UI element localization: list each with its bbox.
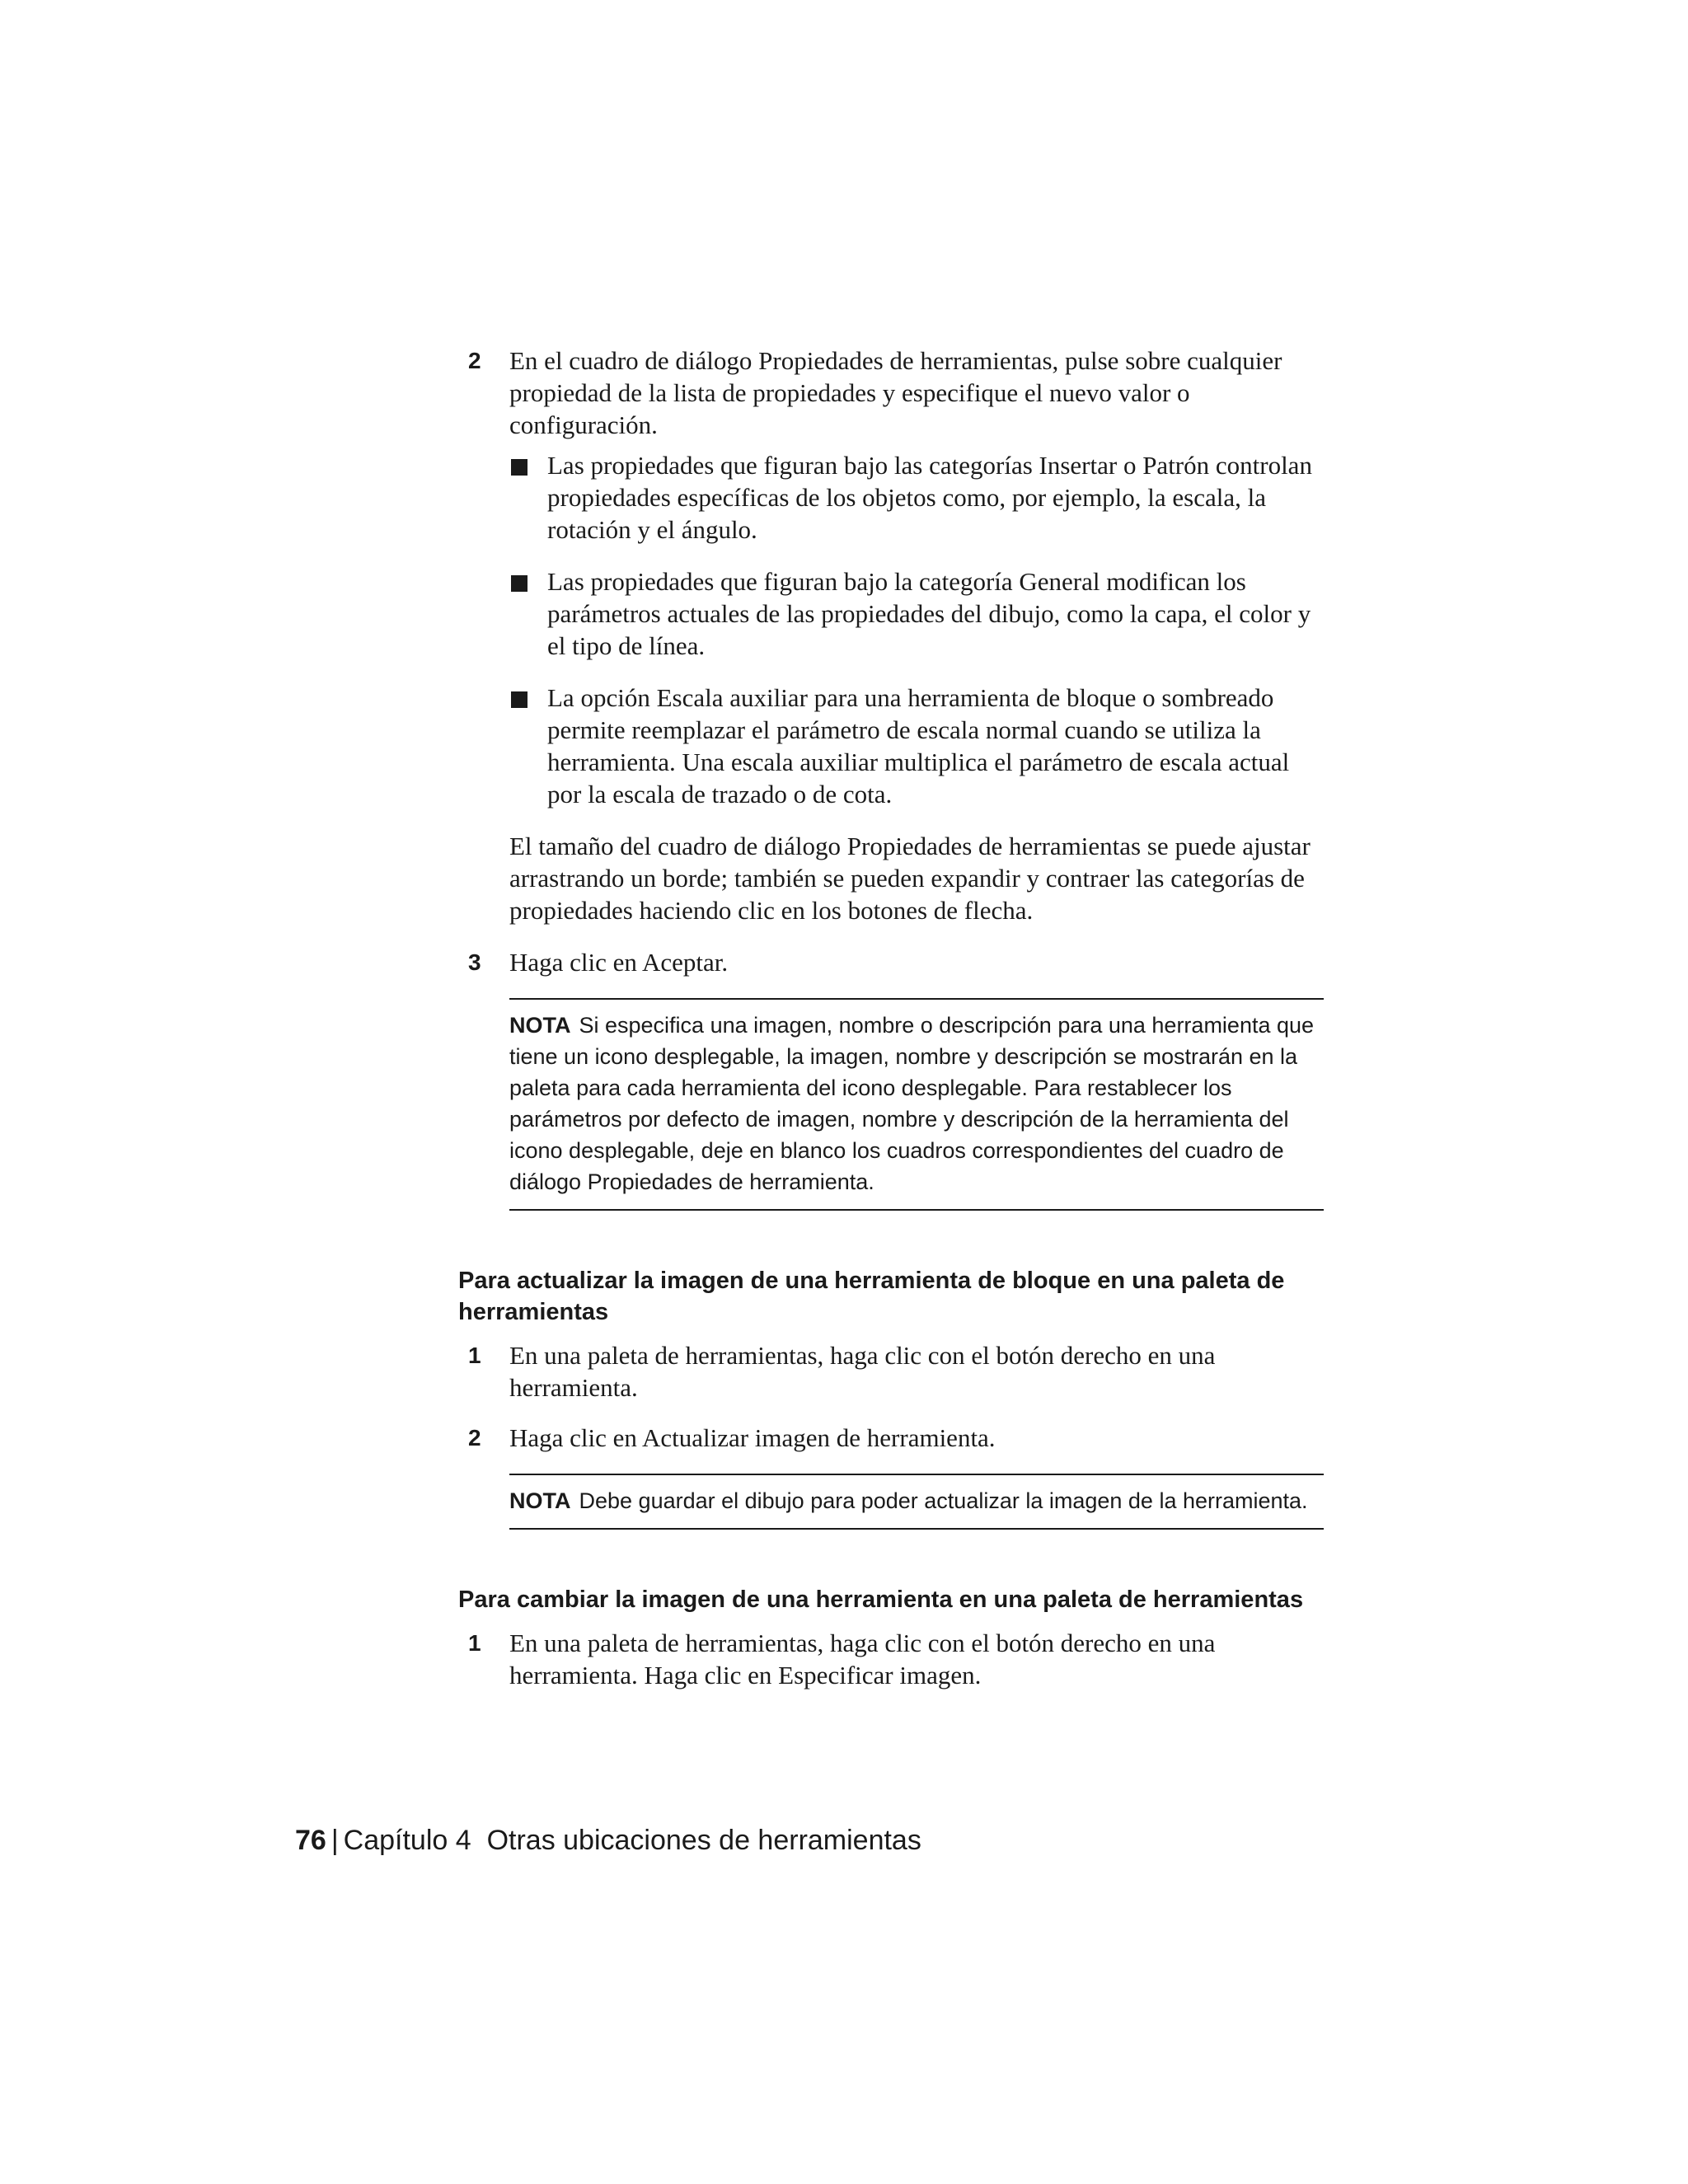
step-number: 1 (468, 1630, 481, 1656)
list-item (509, 682, 1324, 810)
list-item (509, 449, 1324, 546)
resize-paragraph: El tamaño del cuadro de diálogo Propiedades de herramientas se puede ajustar arrastrando un borde; también se pueden expandir y contraer las categorías de propiedades haciendo clic en los botones de flecha. (509, 832, 1311, 925)
chapter-label: Capítulo 4 (343, 1825, 471, 1856)
list-item-text: Las propiedades que figuran bajo las categorías Insertar o Patrón controlan propiedades específicas de los objetos como, por ejemplo, la escala, la rotación y el ángulo. (547, 451, 1312, 544)
note-box (509, 998, 1324, 1211)
step-number: 2 (468, 1425, 481, 1451)
step-1-specify-image (458, 1627, 1324, 1691)
section-heading: Para actualizar la imagen de una herramienta de bloque en una paleta de herramientas (458, 1268, 1285, 1325)
note-text: Debe guardar el dibujo para poder actualizar la imagen de la herramienta. (579, 1488, 1308, 1513)
list-item (509, 565, 1324, 662)
step-text: Haga clic en Actualizar imagen de herramienta. (509, 1423, 996, 1452)
note-label: NOTA (509, 1488, 571, 1513)
step-text: En una paleta de herramientas, haga clic con el botón derecho en una herramienta. (509, 1341, 1216, 1402)
step-1-right-click (458, 1339, 1324, 1404)
step-3-accept (458, 946, 1324, 978)
page-number: 76 (295, 1825, 326, 1856)
step-number: 3 (468, 949, 481, 975)
step-2-select-property (458, 344, 1324, 441)
list-item-text: Las propiedades que figuran bajo la categoría General modifican los parámetros actuales de las propiedades del dibujo, como la capa, el color y el tipo de línea. (547, 567, 1311, 660)
page-footer (295, 1822, 921, 1858)
step-number: 2 (468, 348, 481, 373)
step-2-update-image (458, 1422, 1324, 1454)
list-item-text: La opción Escala auxiliar para una herramienta de bloque o sombreado permite reemplazar el parámetro de escala normal cuando se utiliza la herramienta. Una escala auxiliar multiplica el parámetro de escala actual por la escala de trazado o de cota. (547, 683, 1290, 808)
step-text: En el cuadro de diálogo Propiedades de herramientas, pulse sobre cualquier propiedad de la lista de propiedades y especifique el nuevo valor o configuración. (509, 346, 1282, 439)
step-text: Haga clic en Aceptar. (509, 948, 729, 977)
note-box (509, 1474, 1324, 1530)
chapter-title: Otras ubicaciones de herramientas (486, 1825, 921, 1856)
page-content (458, 344, 1324, 1691)
note-label: NOTA (509, 1013, 571, 1038)
square-bullet-icon (511, 459, 528, 476)
section-heading: Para cambiar la imagen de una herramienta en una paleta de herramientas (458, 1586, 1304, 1613)
note-text: Si especifica una imagen, nombre o descripción para una herramienta que tiene un icono desplegable, la imagen, nombre y descripción se mostrarán en la paleta para cada herramienta del icono desplegable. Para restablecer los parámetros por defecto de imagen, nombre y descripción de la herramienta del icono desplegable, deje en blanco los cuadros correspondientes del cuadro de diálogo Propiedades de herramienta. (509, 1013, 1315, 1194)
property-category-list (509, 449, 1324, 810)
step-text: En una paleta de herramientas, haga clic con el botón derecho en una herramienta. Haga clic en Especificar imagen. (509, 1629, 1216, 1690)
square-bullet-icon (511, 575, 528, 592)
step-number: 1 (468, 1343, 481, 1368)
footer-separator: | (331, 1825, 339, 1856)
square-bullet-icon (511, 691, 528, 708)
